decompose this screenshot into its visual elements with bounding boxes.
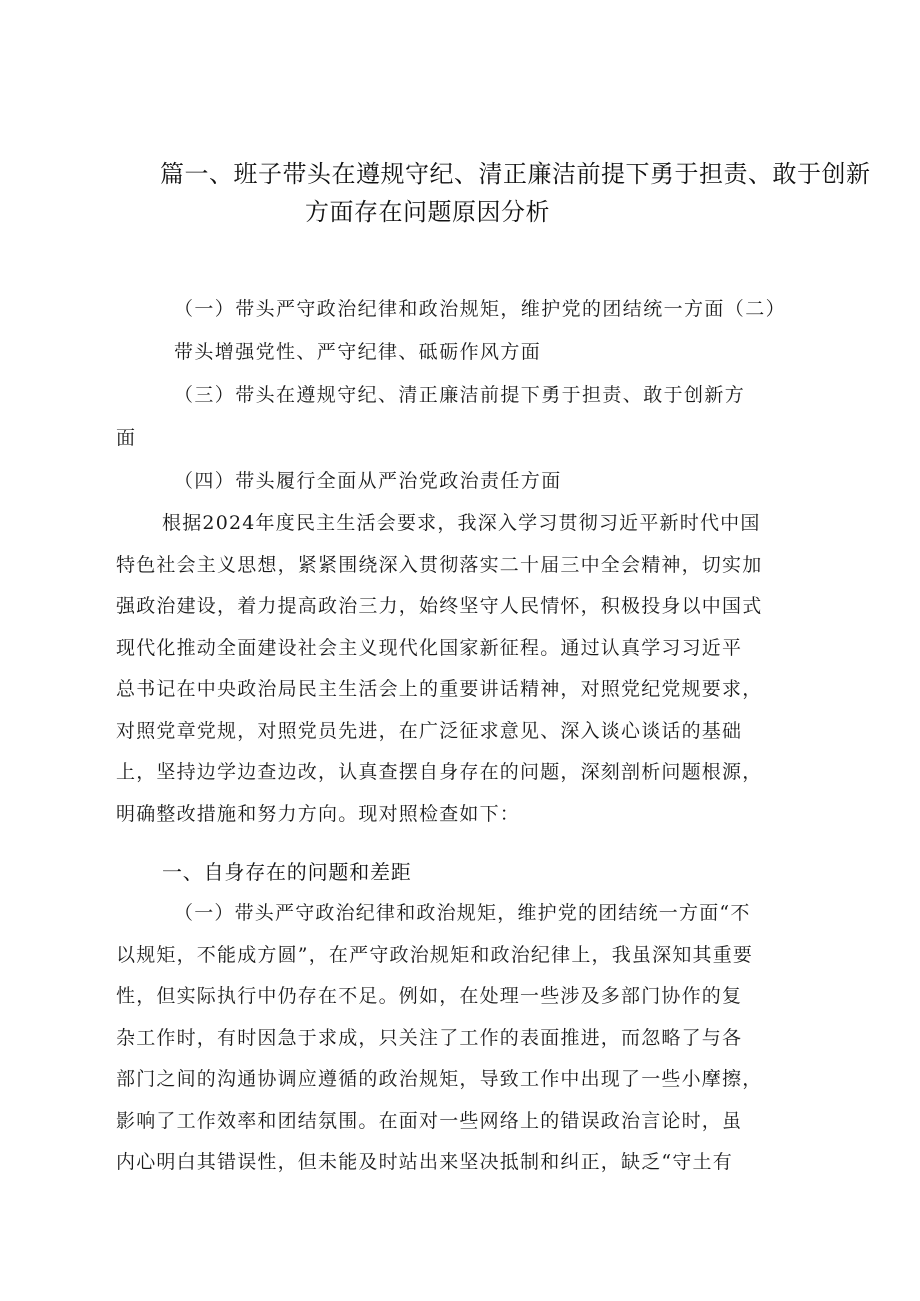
- intro-paragraph: [116, 503, 851, 835]
- title-line-1: 篇一、班子带头在遵规守纪、清正廉洁前提下勇于担责、敢于创新: [160, 160, 871, 188]
- toc-line: （四）带头履行全面从严治党政治责任方面: [174, 470, 562, 492]
- toc-line: 面: [116, 427, 137, 449]
- toc-line: 带头增强党性、严守纪律、砥砺作风方面: [174, 341, 542, 363]
- paragraph-line: 强政治建设，着力提高政治三力，始终坚守人民情怀，积极投身以中国式: [116, 595, 763, 617]
- paragraph-line: 上，坚持边学边查边改，认真查摆自身存在的问题，深刻剖析问题根源，: [116, 761, 763, 783]
- paragraph-line: 性，但实际执行中仍存在不足。例如，在处理一些涉及多部门协作的复: [116, 985, 743, 1007]
- paragraph-line: 特色社会主义思想，紧紧围绕深入贯彻落实二十届三中全会精神，切实加: [116, 553, 763, 576]
- toc-line: （一）带头严守政治纪律和政治规矩，维护党的团结统一方面（二）: [174, 298, 787, 320]
- paragraph-line: 部门之间的沟通协调应遵循的政治规矩，导致工作中出现了一些小摩擦，: [116, 1068, 763, 1090]
- section-heading: 一、自身存在的问题和差距: [162, 860, 412, 884]
- document-title: [160, 155, 871, 231]
- paragraph-line: 对照党章党规，对照党员先进，在广泛征求意见、深入谈心谈话的基础: [116, 719, 743, 742]
- paragraph-line: 杂工作时，有时因急于求成，只关注了工作的表面推进，而忽略了与各: [116, 1026, 743, 1049]
- title-line-2: 方面存在问题原因分析: [305, 198, 550, 226]
- paragraph-line: 以规矩，不能成方圆”，在严守政治规矩和政治纪律上，我虽深知其重要: [116, 943, 754, 966]
- table-of-contents: [116, 288, 846, 503]
- toc-line: （三）带头在遵规守纪、清正廉洁前提下勇于担责、敢于创新方: [174, 384, 746, 406]
- paragraph-line: 明确整改措施和努力方向。现对照检查如下：: [116, 802, 521, 825]
- paragraph-line: 现代化推动全面建设社会主义现代化国家新征程。通过认真学习习近平: [116, 636, 743, 659]
- paragraph-line: 内心明白其错误性，但未能及时站出来坚决抵制和纠正，缺乏“守土有: [116, 1151, 733, 1173]
- paragraph-line: 总书记在中央政治局民主生活会上的重要讲话精神，对照党纪党规要求，: [116, 678, 763, 700]
- paragraph-line: 根据2024年度民主生活会要求，我深入学习贯彻习近平新时代中国: [162, 512, 761, 534]
- paragraph-line: 影响了工作效率和团结氛围。在面对一些网络上的错误政治言论时，虽: [116, 1109, 743, 1132]
- paragraph-line: （一）带头严守政治纪律和政治规矩，维护党的团结统一方面“不: [174, 902, 751, 924]
- section-paragraph: [116, 893, 851, 1184]
